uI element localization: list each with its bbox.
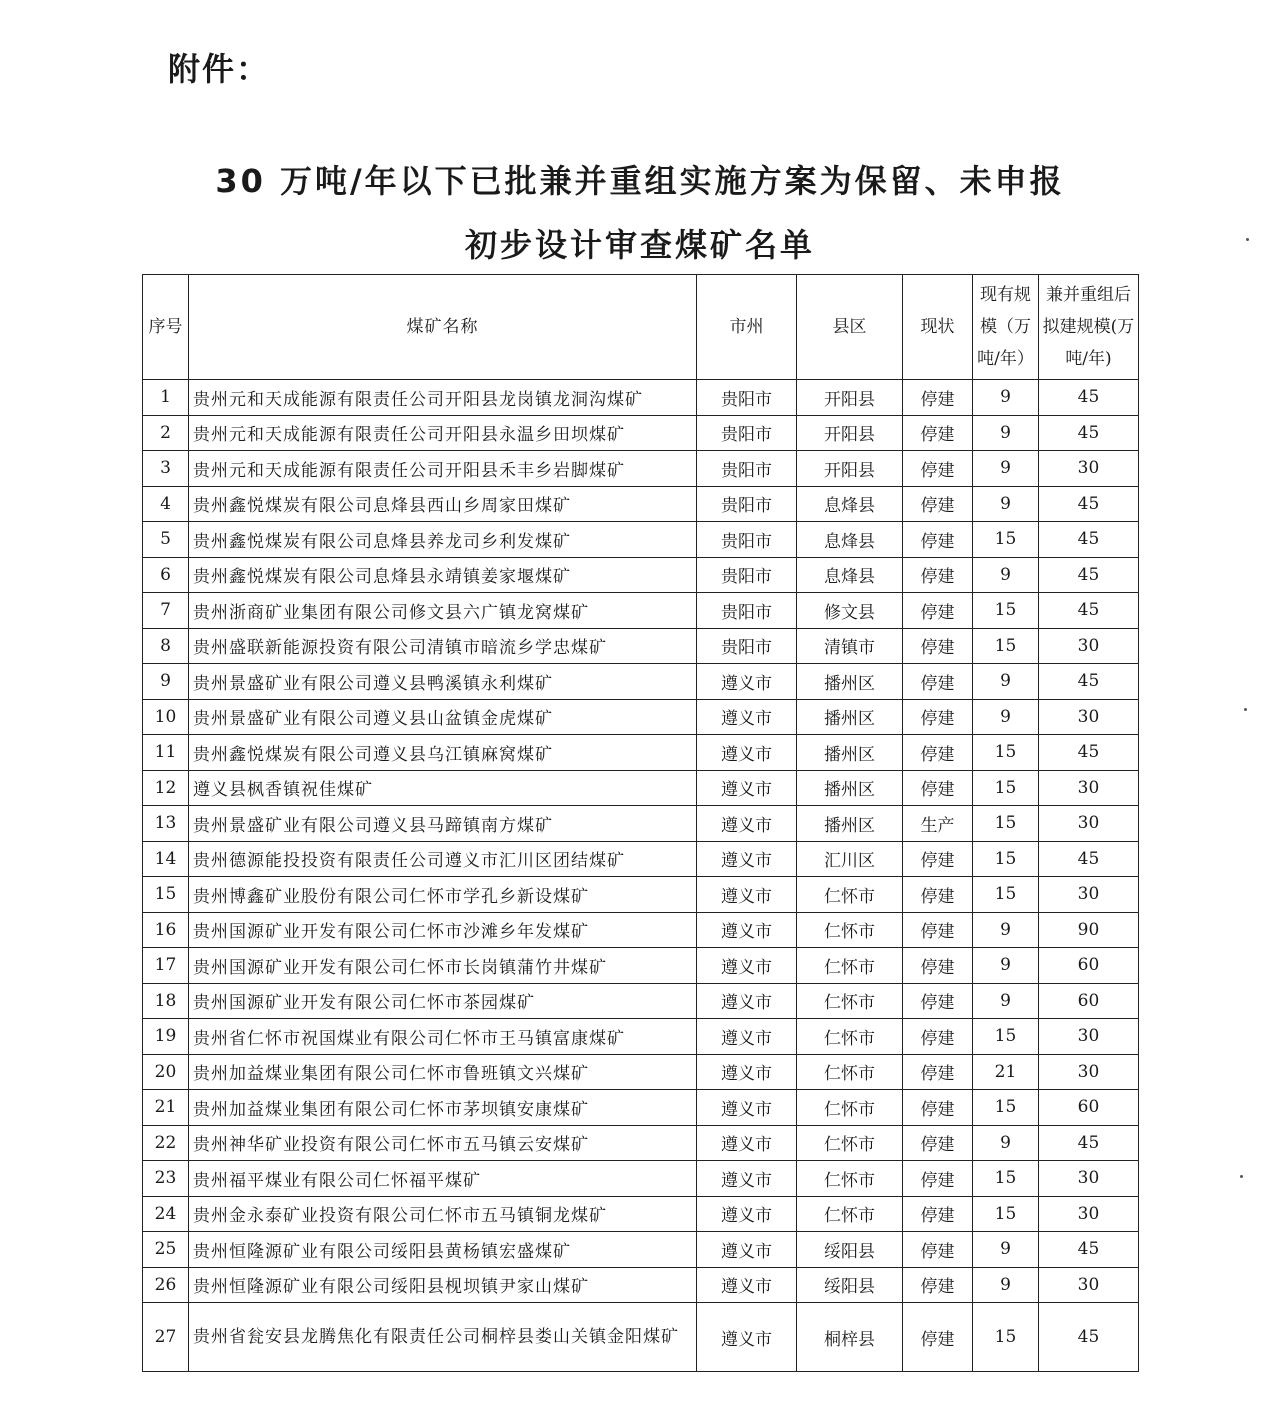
row-no-cell: 13	[143, 806, 189, 842]
existing-scale-cell: 9	[973, 1232, 1039, 1268]
status-cell: 生产	[903, 806, 973, 842]
row-no-cell: 26	[143, 1267, 189, 1303]
mine-name-cell: 贵州元和天成能源有限责任公司开阳县禾丰乡岩脚煤矿	[189, 451, 697, 487]
city-cell: 遵义市	[697, 983, 797, 1019]
planned-scale-cell: 30	[1039, 806, 1139, 842]
row-no-cell: 18	[143, 983, 189, 1019]
existing-scale-cell: 15	[973, 1090, 1039, 1126]
existing-scale-cell: 9	[973, 912, 1039, 948]
existing-scale-cell: 15	[973, 1161, 1039, 1197]
existing-scale-cell: 15	[973, 841, 1039, 877]
row-no-cell: 21	[143, 1090, 189, 1126]
mine-name-cell: 贵州盛联新能源投资有限公司清镇市暗流乡学忠煤矿	[189, 628, 697, 664]
status-cell: 停建	[903, 877, 973, 913]
existing-scale-cell: 15	[973, 522, 1039, 558]
existing-scale-cell: 9	[973, 699, 1039, 735]
city-cell: 遵义市	[697, 1267, 797, 1303]
table-row	[143, 557, 1139, 593]
status-cell: 停建	[903, 1019, 973, 1055]
county-cell: 仁怀市	[797, 1054, 903, 1090]
row-no-cell: 4	[143, 486, 189, 522]
table-row	[143, 628, 1139, 664]
status-cell: 停建	[903, 948, 973, 984]
mine-name-cell: 贵州德源能投投资有限责任公司遵义市汇川区团结煤矿	[189, 841, 697, 877]
mine-name-cell: 贵州金永泰矿业投资有限公司仁怀市五马镇铜龙煤矿	[189, 1196, 697, 1232]
scan-speck	[1240, 1175, 1243, 1178]
planned-scale-cell: 45	[1039, 557, 1139, 593]
table-row	[143, 522, 1139, 558]
row-no-cell: 3	[143, 451, 189, 487]
status-cell: 停建	[903, 1267, 973, 1303]
table-header-row	[143, 275, 1139, 380]
planned-scale-cell: 45	[1039, 593, 1139, 629]
header-county: 县区	[797, 275, 903, 380]
county-cell: 息烽县	[797, 522, 903, 558]
status-cell: 停建	[903, 664, 973, 700]
city-cell: 贵阳市	[697, 415, 797, 451]
status-cell: 停建	[903, 735, 973, 771]
planned-scale-cell: 30	[1039, 1161, 1139, 1197]
city-cell: 遵义市	[697, 1161, 797, 1197]
table-row	[143, 380, 1139, 416]
row-no-cell: 1	[143, 380, 189, 416]
row-no-cell: 23	[143, 1161, 189, 1197]
status-cell: 停建	[903, 557, 973, 593]
mine-name-cell: 贵州鑫悦煤炭有限公司息烽县永靖镇姜家堰煤矿	[189, 557, 697, 593]
table-row	[143, 451, 1139, 487]
scan-speck	[1246, 238, 1249, 241]
status-cell: 停建	[903, 699, 973, 735]
status-cell: 停建	[903, 415, 973, 451]
row-no-cell: 14	[143, 841, 189, 877]
city-cell: 贵阳市	[697, 522, 797, 558]
status-cell: 停建	[903, 983, 973, 1019]
planned-scale-cell: 60	[1039, 983, 1139, 1019]
mine-name-cell: 贵州国源矿业开发有限公司仁怀市茶园煤矿	[189, 983, 697, 1019]
coal-mine-table	[142, 274, 1139, 1372]
city-cell: 遵义市	[697, 948, 797, 984]
row-no-cell: 2	[143, 415, 189, 451]
mine-name-cell: 贵州神华矿业投资有限公司仁怀市五马镇云安煤矿	[189, 1125, 697, 1161]
status-cell: 停建	[903, 451, 973, 487]
county-cell: 修文县	[797, 593, 903, 629]
existing-scale-cell: 15	[973, 1303, 1039, 1372]
planned-scale-cell: 30	[1039, 770, 1139, 806]
status-cell: 停建	[903, 486, 973, 522]
row-no-cell: 27	[143, 1303, 189, 1372]
row-no-cell: 10	[143, 699, 189, 735]
planned-scale-cell: 30	[1039, 1054, 1139, 1090]
planned-scale-cell: 45	[1039, 1303, 1139, 1372]
table-row	[143, 770, 1139, 806]
header-planned-scale: 兼并重组后拟建规模(万吨/年)	[1039, 275, 1139, 380]
planned-scale-cell: 45	[1039, 664, 1139, 700]
city-cell: 遵义市	[697, 1090, 797, 1126]
planned-scale-cell: 45	[1039, 1125, 1139, 1161]
existing-scale-cell: 21	[973, 1054, 1039, 1090]
row-no-cell: 12	[143, 770, 189, 806]
row-no-cell: 5	[143, 522, 189, 558]
scan-speck	[1244, 708, 1247, 711]
table-row	[143, 415, 1139, 451]
attachment-label: 附件：	[168, 50, 271, 88]
mine-name-cell: 贵州鑫悦煤炭有限公司息烽县西山乡周家田煤矿	[189, 486, 697, 522]
existing-scale-cell: 15	[973, 806, 1039, 842]
county-cell: 息烽县	[797, 486, 903, 522]
mine-name-cell: 贵州国源矿业开发有限公司仁怀市长岗镇蒲竹井煤矿	[189, 948, 697, 984]
table-row	[143, 912, 1139, 948]
planned-scale-cell: 30	[1039, 699, 1139, 735]
planned-scale-cell: 30	[1039, 1196, 1139, 1232]
table-row	[143, 806, 1139, 842]
row-no-cell: 19	[143, 1019, 189, 1055]
table-row	[143, 983, 1139, 1019]
table-row	[143, 1196, 1139, 1232]
county-cell: 汇川区	[797, 841, 903, 877]
planned-scale-cell: 45	[1039, 380, 1139, 416]
county-cell: 仁怀市	[797, 912, 903, 948]
planned-scale-cell: 60	[1039, 1090, 1139, 1126]
county-cell: 绥阳县	[797, 1267, 903, 1303]
planned-scale-cell: 45	[1039, 415, 1139, 451]
status-cell: 停建	[903, 1161, 973, 1197]
planned-scale-cell: 30	[1039, 628, 1139, 664]
county-cell: 播州区	[797, 664, 903, 700]
city-cell: 遵义市	[697, 770, 797, 806]
county-cell: 仁怀市	[797, 1090, 903, 1126]
document-title-line2: 初步设计审查煤矿名单	[464, 226, 815, 264]
status-cell: 停建	[903, 841, 973, 877]
county-cell: 仁怀市	[797, 948, 903, 984]
existing-scale-cell: 15	[973, 593, 1039, 629]
existing-scale-cell: 9	[973, 948, 1039, 984]
row-no-cell: 17	[143, 948, 189, 984]
planned-scale-cell: 30	[1039, 1267, 1139, 1303]
existing-scale-cell: 15	[973, 877, 1039, 913]
planned-scale-cell: 45	[1039, 735, 1139, 771]
document-title-line1: 30 万吨/年以下已批兼并重组实施方案为保留、未申报	[215, 162, 1065, 200]
existing-scale-cell: 9	[973, 380, 1039, 416]
city-cell: 贵阳市	[697, 486, 797, 522]
existing-scale-cell: 15	[973, 1196, 1039, 1232]
county-cell: 开阳县	[797, 415, 903, 451]
row-no-cell: 22	[143, 1125, 189, 1161]
mine-name-cell: 贵州省仁怀市祝国煤业有限公司仁怀市王马镇富康煤矿	[189, 1019, 697, 1055]
existing-scale-cell: 9	[973, 1267, 1039, 1303]
table-row	[143, 699, 1139, 735]
existing-scale-cell: 9	[973, 664, 1039, 700]
city-cell: 遵义市	[697, 912, 797, 948]
table-row	[143, 948, 1139, 984]
status-cell: 停建	[903, 593, 973, 629]
table-row	[143, 1303, 1139, 1372]
mine-name-cell: 贵州鑫悦煤炭有限公司遵义县乌江镇麻窝煤矿	[189, 735, 697, 771]
row-no-cell: 11	[143, 735, 189, 771]
header-name: 煤矿名称	[189, 275, 697, 380]
mine-name-cell: 贵州恒隆源矿业有限公司绥阳县枧坝镇尹家山煤矿	[189, 1267, 697, 1303]
county-cell: 仁怀市	[797, 877, 903, 913]
existing-scale-cell: 15	[973, 770, 1039, 806]
mine-name-cell: 贵州博鑫矿业股份有限公司仁怀市学孔乡新设煤矿	[189, 877, 697, 913]
mine-name-cell: 贵州元和天成能源有限责任公司开阳县龙岗镇龙洞沟煤矿	[189, 380, 697, 416]
row-no-cell: 9	[143, 664, 189, 700]
header-city: 市州	[697, 275, 797, 380]
row-no-cell: 6	[143, 557, 189, 593]
row-no-cell: 25	[143, 1232, 189, 1268]
county-cell: 播州区	[797, 806, 903, 842]
status-cell: 停建	[903, 1196, 973, 1232]
table-row	[143, 1090, 1139, 1126]
city-cell: 贵阳市	[697, 451, 797, 487]
planned-scale-cell: 45	[1039, 522, 1139, 558]
status-cell: 停建	[903, 522, 973, 558]
table-row	[143, 1125, 1139, 1161]
mine-name-cell: 贵州省瓮安县龙腾焦化有限责任公司桐梓县娄山关镇金阳煤矿	[189, 1303, 697, 1372]
county-cell: 仁怀市	[797, 1196, 903, 1232]
table-row	[143, 841, 1139, 877]
county-cell: 仁怀市	[797, 983, 903, 1019]
city-cell: 遵义市	[697, 1196, 797, 1232]
county-cell: 仁怀市	[797, 1125, 903, 1161]
planned-scale-cell: 90	[1039, 912, 1139, 948]
city-cell: 遵义市	[697, 877, 797, 913]
city-cell: 遵义市	[697, 1232, 797, 1268]
city-cell: 遵义市	[697, 735, 797, 771]
city-cell: 遵义市	[697, 1019, 797, 1055]
table-row	[143, 1019, 1139, 1055]
planned-scale-cell: 30	[1039, 877, 1139, 913]
table-row	[143, 1161, 1139, 1197]
mine-name-cell: 贵州景盛矿业有限公司遵义县鸭溪镇永利煤矿	[189, 664, 697, 700]
row-no-cell: 16	[143, 912, 189, 948]
city-cell: 贵阳市	[697, 557, 797, 593]
table-row	[143, 877, 1139, 913]
county-cell: 开阳县	[797, 451, 903, 487]
mine-name-cell: 贵州加益煤业集团有限公司仁怀市茅坝镇安康煤矿	[189, 1090, 697, 1126]
status-cell: 停建	[903, 1232, 973, 1268]
status-cell: 停建	[903, 1090, 973, 1126]
city-cell: 贵阳市	[697, 593, 797, 629]
existing-scale-cell: 15	[973, 1019, 1039, 1055]
county-cell: 播州区	[797, 735, 903, 771]
mine-name-cell: 贵州恒隆源矿业有限公司绥阳县黄杨镇宏盛煤矿	[189, 1232, 697, 1268]
city-cell: 遵义市	[697, 664, 797, 700]
existing-scale-cell: 9	[973, 983, 1039, 1019]
mine-name-cell: 贵州国源矿业开发有限公司仁怀市沙滩乡年发煤矿	[189, 912, 697, 948]
mine-name-cell: 贵州加益煤业集团有限公司仁怀市鲁班镇文兴煤矿	[189, 1054, 697, 1090]
status-cell: 停建	[903, 380, 973, 416]
table-row	[143, 486, 1139, 522]
county-cell: 桐梓县	[797, 1303, 903, 1372]
mine-name-cell: 贵州景盛矿业有限公司遵义县马蹄镇南方煤矿	[189, 806, 697, 842]
row-no-cell: 7	[143, 593, 189, 629]
mine-name-cell: 贵州元和天成能源有限责任公司开阳县永温乡田坝煤矿	[189, 415, 697, 451]
status-cell: 停建	[903, 1125, 973, 1161]
status-cell: 停建	[903, 1303, 973, 1372]
header-existing-scale: 现有规模（万吨/年）	[973, 275, 1039, 380]
row-no-cell: 20	[143, 1054, 189, 1090]
existing-scale-cell: 15	[973, 735, 1039, 771]
header-no: 序号	[143, 275, 189, 380]
mine-name-cell: 遵义县枫香镇祝佳煤矿	[189, 770, 697, 806]
county-cell: 播州区	[797, 770, 903, 806]
existing-scale-cell: 9	[973, 1125, 1039, 1161]
county-cell: 开阳县	[797, 380, 903, 416]
county-cell: 仁怀市	[797, 1019, 903, 1055]
county-cell: 仁怀市	[797, 1161, 903, 1197]
city-cell: 贵阳市	[697, 628, 797, 664]
city-cell: 遵义市	[697, 699, 797, 735]
table-row	[143, 1232, 1139, 1268]
planned-scale-cell: 45	[1039, 841, 1139, 877]
existing-scale-cell: 9	[973, 486, 1039, 522]
status-cell: 停建	[903, 628, 973, 664]
county-cell: 绥阳县	[797, 1232, 903, 1268]
row-no-cell: 24	[143, 1196, 189, 1232]
table-row	[143, 1054, 1139, 1090]
city-cell: 贵阳市	[697, 380, 797, 416]
city-cell: 遵义市	[697, 1125, 797, 1161]
county-cell: 播州区	[797, 699, 903, 735]
table-row	[143, 593, 1139, 629]
table-row	[143, 735, 1139, 771]
row-no-cell: 15	[143, 877, 189, 913]
planned-scale-cell: 45	[1039, 486, 1139, 522]
city-cell: 遵义市	[697, 1303, 797, 1372]
mine-name-cell: 贵州福平煤业有限公司仁怀福平煤矿	[189, 1161, 697, 1197]
row-no-cell: 8	[143, 628, 189, 664]
city-cell: 遵义市	[697, 1054, 797, 1090]
mine-name-cell: 贵州鑫悦煤炭有限公司息烽县养龙司乡利发煤矿	[189, 522, 697, 558]
existing-scale-cell: 9	[973, 415, 1039, 451]
status-cell: 停建	[903, 770, 973, 806]
mine-name-cell: 贵州景盛矿业有限公司遵义县山盆镇金虎煤矿	[189, 699, 697, 735]
county-cell: 清镇市	[797, 628, 903, 664]
city-cell: 遵义市	[697, 806, 797, 842]
existing-scale-cell: 15	[973, 628, 1039, 664]
status-cell: 停建	[903, 912, 973, 948]
existing-scale-cell: 9	[973, 451, 1039, 487]
table-body	[143, 380, 1139, 1372]
status-cell: 停建	[903, 1054, 973, 1090]
table-row	[143, 1267, 1139, 1303]
mine-name-cell: 贵州浙商矿业集团有限公司修文县六广镇龙窝煤矿	[189, 593, 697, 629]
planned-scale-cell: 30	[1039, 1019, 1139, 1055]
header-status: 现状	[903, 275, 973, 380]
city-cell: 遵义市	[697, 841, 797, 877]
county-cell: 息烽县	[797, 557, 903, 593]
table-row	[143, 664, 1139, 700]
existing-scale-cell: 9	[973, 557, 1039, 593]
planned-scale-cell: 45	[1039, 1232, 1139, 1268]
planned-scale-cell: 60	[1039, 948, 1139, 984]
planned-scale-cell: 30	[1039, 451, 1139, 487]
